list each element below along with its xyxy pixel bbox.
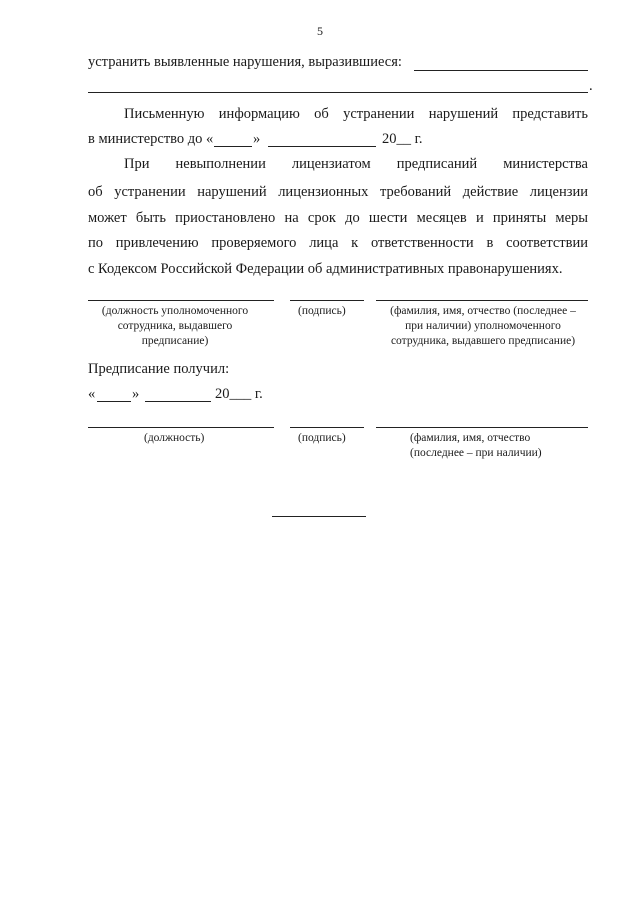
deadline-month-blank bbox=[268, 146, 376, 147]
document-end-rule bbox=[272, 516, 366, 517]
deadline-quote-close: » bbox=[253, 131, 261, 147]
violations-line-label: устранить выявленные нарушения, выразившиеся: bbox=[88, 54, 402, 70]
received-year: 20___ г. bbox=[215, 386, 263, 402]
deadline-day-blank bbox=[214, 146, 252, 147]
received-label: Предписание получил: bbox=[88, 361, 230, 377]
violations-blank-2 bbox=[88, 92, 588, 93]
received-date-open: « bbox=[88, 386, 96, 402]
issuer-name-line bbox=[376, 300, 588, 301]
recipient-name-caption: (фамилия, имя, отчество (последнее – при наличии) bbox=[410, 432, 542, 459]
issuer-signature-caption: (подпись) bbox=[298, 305, 346, 317]
warning-line-3: может быть приостановлено на срок до шести месяцев и приняты меры bbox=[88, 210, 588, 226]
received-month-blank bbox=[145, 401, 211, 402]
recipient-signature-line bbox=[290, 427, 364, 428]
deadline-year: 20__ г. bbox=[382, 131, 423, 147]
recipient-position-caption: (должность) bbox=[144, 432, 205, 444]
violations-line-end: . bbox=[589, 78, 593, 94]
warning-line-4: по привлечению проверяемого лица к ответственности в соответствии bbox=[88, 235, 588, 251]
warning-line-1: При невыполнении лицензиатом предписаний министерства bbox=[124, 156, 588, 172]
warning-line-2: об устранении нарушений лицензионных требований действие лицензии bbox=[88, 184, 588, 200]
issuer-position-line bbox=[88, 300, 274, 301]
info-paragraph-line-1: Письменную информацию об устранении нарушений представить bbox=[124, 106, 588, 122]
issuer-signature-line bbox=[290, 300, 364, 301]
deadline-prefix: в министерство до « bbox=[88, 131, 214, 147]
received-date-close: » bbox=[132, 386, 140, 402]
received-day-blank bbox=[97, 401, 131, 402]
recipient-signature-caption: (подпись) bbox=[298, 432, 346, 444]
recipient-name-line bbox=[376, 427, 588, 428]
violations-blank-1 bbox=[414, 70, 588, 71]
issuer-name-caption: (фамилия, имя, отчество (последнее – при наличии) уполномоченного сотрудника, выдавшего предписание) bbox=[390, 305, 576, 347]
page-number: 5 bbox=[317, 24, 323, 38]
warning-line-5: с Кодексом Российской Федерации об административных правонарушениях. bbox=[88, 261, 563, 277]
recipient-position-line bbox=[88, 427, 274, 428]
issuer-position-caption: (должность уполномоченного сотрудника, выдавшего предписание) bbox=[101, 305, 249, 347]
